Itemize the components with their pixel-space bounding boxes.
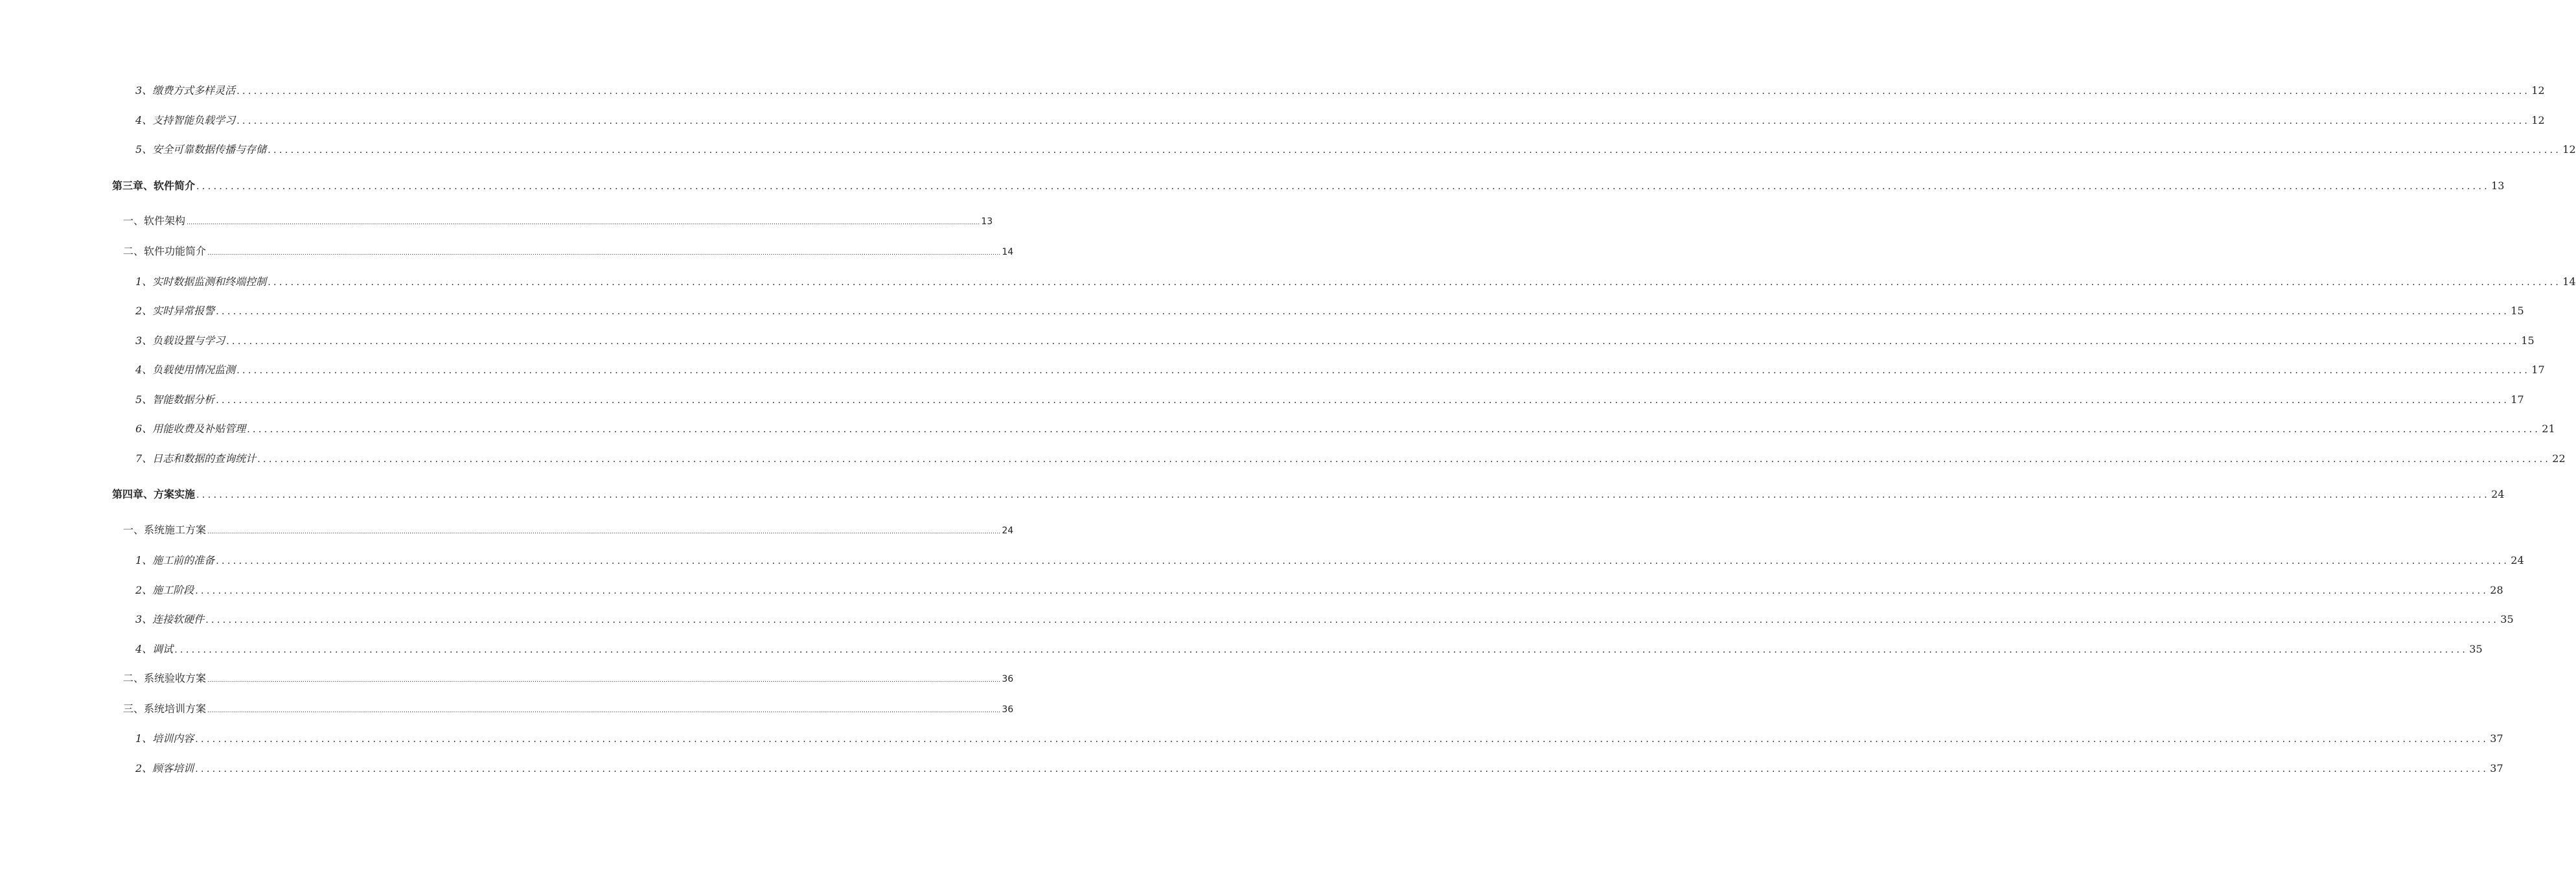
toc-entry-page: 22 bbox=[2552, 452, 2566, 465]
toc-entry-page: 24 bbox=[2511, 554, 2524, 566]
toc-entry-page: 15 bbox=[2521, 334, 2535, 347]
dot-leader: ................................................................................................................................................................................................................................................................................................................................................................................................................ bbox=[268, 145, 2562, 156]
toc-entry-page: 15 bbox=[2511, 305, 2524, 317]
toc-entry-title: 三、系统培训方案 bbox=[123, 703, 207, 715]
toc-entry-title: 二、系统验收方案 bbox=[123, 672, 207, 684]
toc-entry[interactable] bbox=[135, 641, 2483, 656]
toc-entry-page: 35 bbox=[2500, 613, 2514, 625]
dot-leader: ................................................................................................................................................................................................................................................................................................................................................................................................................ bbox=[196, 490, 2490, 500]
toc-section-entry[interactable] bbox=[123, 213, 993, 227]
dot-leader: ................................................................................................................................................................................................................................................................................................................................................................................................................ bbox=[195, 586, 2489, 596]
toc-entry-title: 3、连接软硬件 bbox=[135, 613, 205, 625]
toc-entry-title: 1、实时数据监测和终端控制 bbox=[135, 275, 267, 288]
dot-leader: ................................................................................................................................................................................................................................................................................................................................................................................................................ bbox=[207, 708, 1001, 714]
toc-entry-page: 24 bbox=[2491, 488, 2505, 500]
toc-entry-title: 2、实时异常报警 bbox=[135, 305, 215, 317]
toc-entry-title: 二、软件功能简介 bbox=[123, 245, 207, 257]
toc-entry-title: 7、日志和数据的查询统计 bbox=[135, 452, 257, 465]
toc-entry-title: 一、软件架构 bbox=[123, 215, 186, 227]
toc-entry-title: 1、施工前的准备 bbox=[135, 554, 215, 566]
toc-entry-page: 21 bbox=[2542, 423, 2555, 435]
dot-leader: ................................................................................................................................................................................................................................................................................................................................................................................................................ bbox=[236, 366, 2531, 376]
dot-leader: ................................................................................................................................................................................................................................................................................................................................................................................................................ bbox=[195, 734, 2489, 745]
toc-entry[interactable] bbox=[135, 303, 2524, 318]
toc-entry[interactable] bbox=[135, 141, 2576, 156]
toc-entry-title: 4、调试 bbox=[135, 643, 174, 655]
toc-entry-title: 3、缴费方式多样灵活 bbox=[135, 84, 236, 97]
toc-entry-page: 17 bbox=[2531, 364, 2545, 376]
toc-entry-page: 35 bbox=[2469, 643, 2483, 655]
toc-entry-page: 36 bbox=[1002, 674, 1014, 684]
toc-entry[interactable] bbox=[135, 730, 2503, 745]
dot-leader: ................................................................................................................................................................................................................................................................................................................................................................................................................ bbox=[268, 277, 2562, 288]
dot-leader: ................................................................................................................................................................................................................................................................................................................................................................................................................ bbox=[207, 677, 1001, 684]
dot-leader: ................................................................................................................................................................................................................................................................................................................................................................................................................ bbox=[174, 645, 2468, 655]
toc-entry-title: 一、系统施工方案 bbox=[123, 524, 207, 536]
dot-leader: ................................................................................................................................................................................................................................................................................................................................................................................................................ bbox=[226, 336, 2520, 347]
toc-entry-page: 14 bbox=[2562, 275, 2576, 288]
toc-entry-page: 28 bbox=[2490, 584, 2503, 596]
dot-leader: ................................................................................................................................................................................................................................................................................................................................................................................................................ bbox=[207, 529, 1001, 535]
toc-entry[interactable] bbox=[135, 552, 2524, 567]
toc-entry[interactable] bbox=[135, 82, 2545, 97]
toc-chapter-entry[interactable] bbox=[112, 178, 2505, 192]
toc-entry-title: 4、负载使用情况监测 bbox=[135, 364, 236, 376]
toc-section-entry[interactable] bbox=[123, 243, 1014, 258]
toc-entry[interactable] bbox=[135, 611, 2514, 626]
toc-entry-page: 12 bbox=[2562, 143, 2576, 156]
toc-entry[interactable] bbox=[135, 362, 2545, 377]
dot-leader: ................................................................................................................................................................................................................................................................................................................................................................................................................ bbox=[236, 86, 2531, 97]
toc-entry-title: 3、负载设置与学习 bbox=[135, 334, 225, 347]
toc-entry-title: 1、培训内容 bbox=[135, 732, 194, 745]
toc-entry[interactable] bbox=[135, 450, 2566, 465]
toc-section-entry[interactable] bbox=[123, 670, 1014, 685]
dot-leader: ................................................................................................................................................................................................................................................................................................................................................................................................................ bbox=[216, 307, 2510, 317]
dot-leader: ................................................................................................................................................................................................................................................................................................................................................................................................................ bbox=[196, 181, 2490, 192]
toc-entry-page: 37 bbox=[2490, 732, 2503, 745]
toc-entry-page: 12 bbox=[2531, 84, 2545, 97]
toc-entry[interactable] bbox=[135, 760, 2503, 775]
dot-leader: ................................................................................................................................................................................................................................................................................................................................................................................................................ bbox=[216, 556, 2510, 566]
dot-leader: ................................................................................................................................................................................................................................................................................................................................................................................................................ bbox=[257, 454, 2551, 465]
toc-entry-page: 12 bbox=[2531, 114, 2545, 126]
toc-entry-title: 6、用能收费及补贴管理 bbox=[135, 423, 246, 435]
toc-entry[interactable] bbox=[135, 421, 2555, 436]
dot-leader: ................................................................................................................................................................................................................................................................................................................................................................................................................ bbox=[205, 615, 2500, 625]
toc-entry-title: 2、顾客培训 bbox=[135, 762, 194, 774]
toc-entry-page: 37 bbox=[2490, 762, 2503, 774]
toc-entry-page: 14 bbox=[1002, 247, 1014, 257]
dot-leader: ................................................................................................................................................................................................................................................................................................................................................................................................................ bbox=[247, 424, 2541, 435]
toc-entry-page: 36 bbox=[1002, 704, 1014, 715]
toc-section-entry[interactable] bbox=[123, 701, 1014, 715]
dot-leader: ................................................................................................................................................................................................................................................................................................................................................................................................................ bbox=[195, 764, 2489, 774]
toc-entry-title: 第三章、软件简介 bbox=[112, 180, 196, 192]
toc-entry[interactable] bbox=[135, 332, 2535, 347]
toc-entry[interactable] bbox=[135, 582, 2503, 597]
toc-entry-page: 17 bbox=[2511, 393, 2524, 406]
dot-leader: ................................................................................................................................................................................................................................................................................................................................................................................................................ bbox=[216, 395, 2510, 406]
toc-entry-page: 13 bbox=[981, 216, 993, 227]
toc-entry[interactable] bbox=[135, 112, 2545, 127]
toc-entry-page: 13 bbox=[2491, 180, 2505, 192]
toc-entry-title: 第四章、方案实施 bbox=[112, 488, 196, 500]
toc-entry-title: 5、智能数据分析 bbox=[135, 393, 215, 406]
toc-entry-title: 4、支持智能负载学习 bbox=[135, 114, 236, 126]
toc-entry[interactable] bbox=[135, 273, 2576, 288]
toc-chapter-entry[interactable] bbox=[112, 486, 2505, 501]
dot-leader: ................................................................................................................................................................................................................................................................................................................................................................................................................ bbox=[236, 116, 2531, 126]
toc-entry[interactable] bbox=[135, 391, 2524, 406]
dot-leader: ................................................................................................................................................................................................................................................................................................................................................................................................................ bbox=[207, 250, 1001, 257]
toc-entry-title: 2、施工阶段 bbox=[135, 584, 194, 596]
toc-entry-page: 24 bbox=[1002, 526, 1014, 536]
dot-leader: ................................................................................................................................................................................................................................................................................................................................................................................................................ bbox=[187, 220, 980, 226]
toc-section-entry[interactable] bbox=[123, 522, 1014, 537]
toc-entry-title: 5、安全可靠数据传播与存储 bbox=[135, 143, 267, 156]
